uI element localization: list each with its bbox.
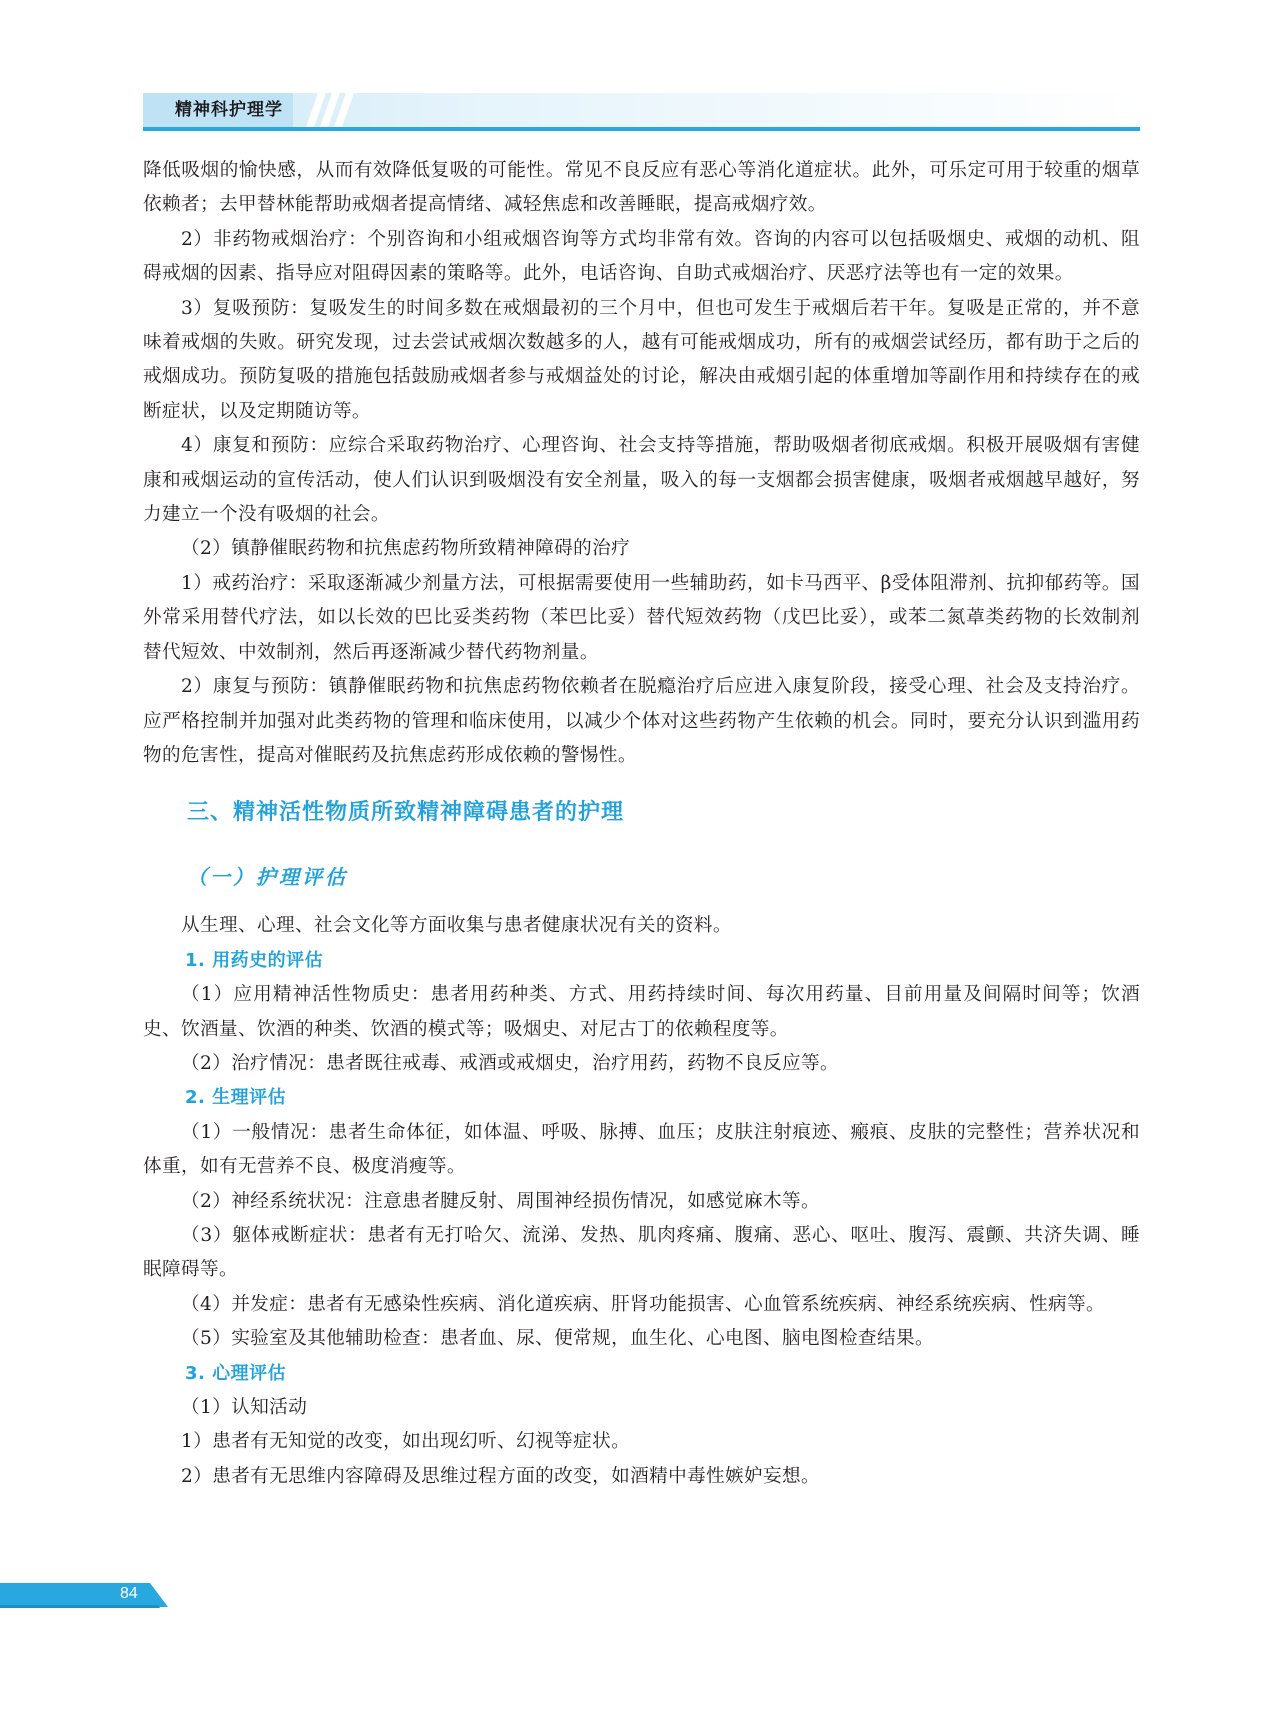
- part-heading-psychological: 3. 心理评估: [185, 1362, 287, 1384]
- list-item: （1）一般情况：患者生命体征，如体温、呼吸、脉搏、血压；皮肤注射痕迹、瘢痕、皮肤的完整性；营养状况和体重，如有无营养不良、极度消瘦等。: [143, 1121, 1140, 1178]
- page-number: 84: [120, 1585, 138, 1602]
- list-item: （1）应用精神活性物质史：患者用药种类、方式、用药持续时间、每次用药量、目前用量及间隔时间等；饮酒史、饮酒量、饮酒的种类、饮酒的模式等；吸烟史、对尼古丁的依赖程度等。: [143, 984, 1140, 1040]
- part-heading-physiological: 2. 生理评估: [185, 1087, 287, 1109]
- list-item: 2）患者有无思维内容障碍及思维过程方面的改变，如酒精中毒性嫉妒妄想。: [181, 1465, 821, 1487]
- paragraph: 4）康复和预防：应综合采取药物治疗、心理咨询、社会支持等措施，帮助吸烟者彻底戒烟。积极开展吸烟有害健康和戒烟运动的宣传活动，使人们认识到吸烟没有安全剂量，吸入的每一支烟都会损害健康，吸烟者戒烟越早越好，努力建立一个没有吸烟的社会。: [143, 435, 1140, 526]
- book-title: 精神科护理学: [175, 100, 283, 120]
- list-item: （3）躯体戒断症状：患者有无打哈欠、流涕、发热、肌肉疼痛、腹痛、恶心、呕吐、腹泻、震颤、共济失调、睡眠障碍等。: [143, 1224, 1140, 1281]
- header-stripes-decoration: [298, 93, 358, 127]
- list-item: （2）神经系统状况：注意患者腱反射、周围神经损伤情况，如感觉麻木等。: [181, 1190, 821, 1212]
- part-heading-medication-history: 1. 用药史的评估: [185, 949, 324, 971]
- running-header: [143, 93, 1140, 133]
- paragraph: 1）戒药治疗：采取逐渐减少剂量方法，可根据需要使用一些辅助药，如卡马西平、β受体阻滞剂、抗抑郁药等。国外常采用替代疗法，如以长效的巴比妥类药物（苯巴比妥）替代短效药物（戊巴比妥），或苯二氮䓬类药物的长效制剂替代短效、中效制剂，然后再逐渐减少替代药物剂量。: [143, 572, 1140, 663]
- paragraph: （2）镇静催眠药物和抗焦虑药物所致精神障碍的治疗: [181, 538, 631, 560]
- paragraph: 降低吸烟的愉快感，从而有效降低复吸的可能性。常见不良反应有恶心等消化道症状。此外，可乐定可用于较重的烟草依赖者；去甲替林能帮助戒烟者提高情绪、减轻焦虑和改善睡眠，提高戒烟疗效。: [143, 160, 1140, 216]
- subsection-heading: （一）护理评估: [187, 865, 348, 890]
- list-item: （4）并发症：患者有无感染性疾病、消化道疾病、肝肾功能损害、心血管系统疾病、神经系统疾病、性病等。: [181, 1293, 1105, 1315]
- section-heading: 三、精神活性物质所致精神障碍患者的护理: [187, 800, 625, 826]
- list-item: （5）实验室及其他辅助检查：患者血、尿、便常规，血生化、心电图、脑电图检查结果。: [181, 1328, 934, 1350]
- paragraph: 3）复吸预防：复吸发生的时间多数在戒烟最初的三个月中，但也可发生于戒烟后若干年。复吸是正常的，并不意味着戒烟的失败。研究发现，过去尝试戒烟次数越多的人，越有可能戒烟成功，所有的戒烟尝试经历，都有助于之后的戒烟成功。预防复吸的措施包括鼓励戒烟者参与戒烟益处的讨论，解决由戒烟引起的体重增加等副作用和持续存在的戒断症状，以及定期随访等。: [143, 297, 1140, 422]
- header-rule: [143, 127, 1140, 131]
- list-item: （2）治疗情况：患者既往戒毒、戒酒或戒烟史，治疗用药，药物不良反应等。: [181, 1052, 840, 1074]
- list-item: （1）认知活动: [181, 1397, 308, 1418]
- footer-bar: [0, 1583, 170, 1609]
- list-item: 1）患者有无知觉的改变，如出现幻听、幻视等症状。: [181, 1431, 631, 1453]
- paragraph: 2）康复与预防：镇静催眠药物和抗焦虑药物依赖者在脱瘾治疗后应进入康复阶段，接受心理、社会及支持治疗。应严格控制并加强对此类药物的管理和临床使用，以减少个体对这些药物产生依赖的机会。同时，要充分认识到滥用药物的危害性，提高对催眠药及抗焦虑药形成依赖的警惕性。: [143, 676, 1140, 766]
- intro-paragraph: 从生理、心理、社会文化等方面收集与患者健康状况有关的资料。: [181, 915, 732, 937]
- paragraph: 2）非药物戒烟治疗：个别咨询和小组戒烟咨询等方式均非常有效。咨询的内容可以包括吸烟史、戒烟的动机、阻碍戒烟的因素、指导应对阻碍因素的策略等。此外，电话咨询、自助式戒烟治疗、厌恶疗法等也有一定的效果。: [143, 228, 1140, 285]
- page-body: [143, 154, 1140, 1494]
